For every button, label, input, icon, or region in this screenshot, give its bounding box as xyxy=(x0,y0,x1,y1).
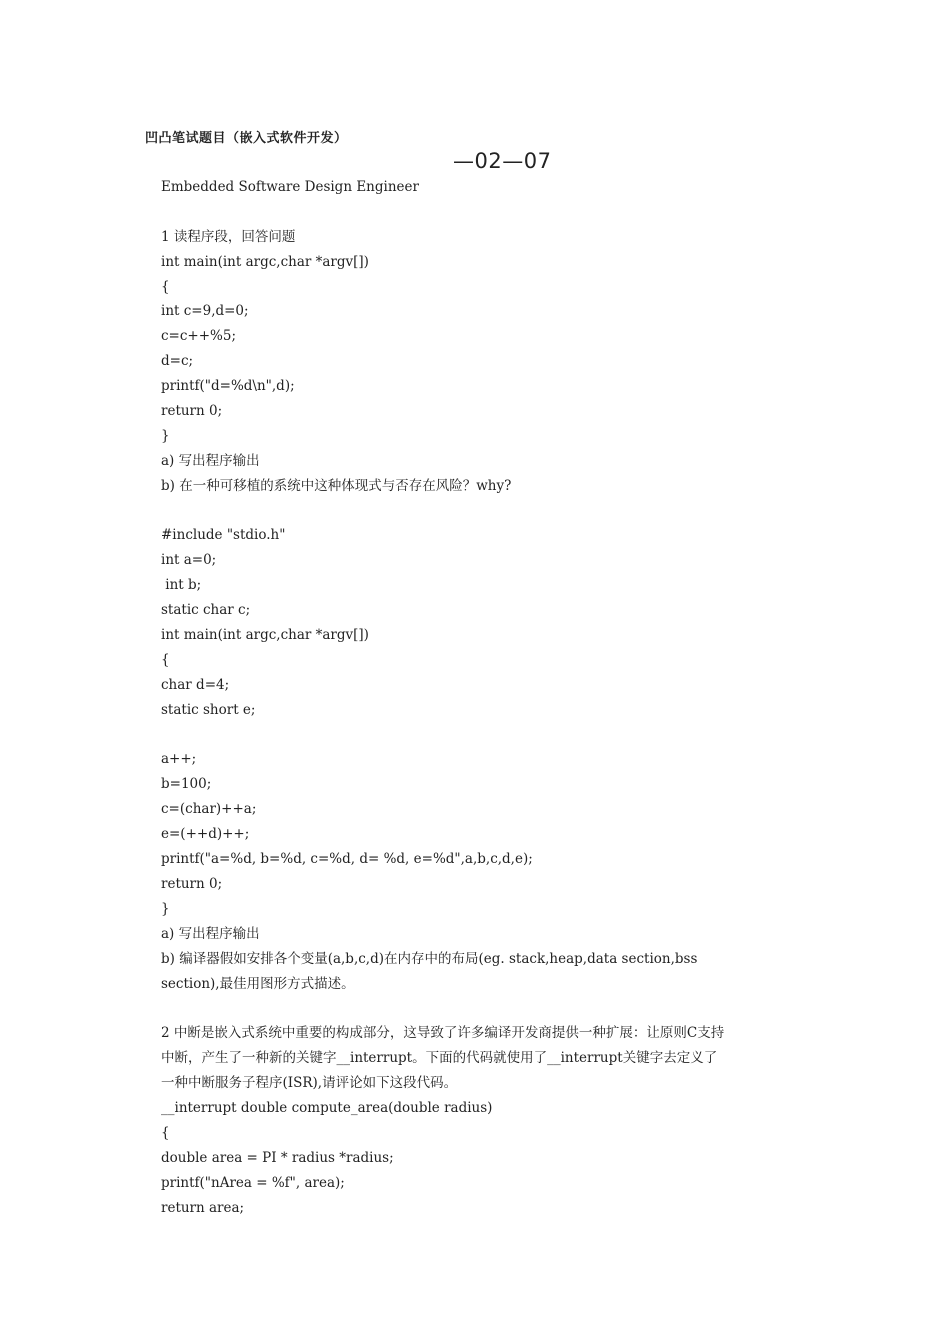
code-line: double area = PI * radius *radius; xyxy=(161,1149,394,1166)
question-1a-second: a) 写出程序输出 xyxy=(161,925,260,942)
code-line: int c=9,d=0; xyxy=(161,303,249,320)
blank-line xyxy=(161,996,837,1021)
question-1-heading: 1 读程序段，回答问题 xyxy=(161,228,296,245)
question-2-paragraph-line3: 一种中断服务子程序(ISR),请评论如下这段代码。 xyxy=(161,1075,458,1092)
code-line: d=c; xyxy=(161,353,194,370)
question-1b-second-line1: b) 编译器假如安排各个变量(a,b,c,d)在内存中的布局(eg. stack,heap,data section,bss xyxy=(161,950,698,967)
code-line: printf("d=%d\n",d); xyxy=(161,378,295,395)
code-line: static short e; xyxy=(161,701,256,718)
document-body xyxy=(161,175,837,1220)
code-line: printf("a=%d, b=%d, c=%d, d= %d, e=%d",a,b,c,d,e); xyxy=(161,851,533,868)
question-2-paragraph-line1: 2 中断是嵌入式系统中重要的构成部分，这导致了许多编译开发商提供一种扩展：让原则C支持 xyxy=(161,1025,725,1042)
code-line: } xyxy=(161,900,170,917)
code-line: b=100; xyxy=(161,776,212,793)
code-line: { xyxy=(161,1124,170,1141)
code-line: int a=0; xyxy=(161,552,217,569)
question-1b-second-line2: section),最佳用图形方式描述。 xyxy=(161,975,355,992)
document-title: 凹凸笔试题目（嵌入式软件开发） xyxy=(145,131,348,146)
code-line: char d=4; xyxy=(161,676,230,693)
code-line: c=c++%5; xyxy=(161,328,237,345)
document-date: —02—07 xyxy=(453,149,552,173)
code-line: #include "stdio.h" xyxy=(161,527,286,544)
code-line: { xyxy=(161,278,170,295)
code-line: } xyxy=(161,427,170,444)
code-line: printf("nArea = %f", area); xyxy=(161,1174,345,1191)
code-line: __interrupt double compute_area(double radius) xyxy=(161,1099,493,1116)
code-line: return 0; xyxy=(161,403,223,420)
document-subtitle: Embedded Software Design Engineer xyxy=(161,179,419,195)
question-1b: b) 在一种可移植的系统中这种体现式与否存在风险？why? xyxy=(161,477,512,494)
blank-line xyxy=(161,499,837,524)
code-line: e=(++d)++; xyxy=(161,826,250,843)
question-1a: a) 写出程序输出 xyxy=(161,452,260,469)
code-line: int main(int argc,char *argv[]) xyxy=(161,253,369,270)
code-line: c=(char)++a; xyxy=(161,801,257,818)
code-line: int main(int argc,char *argv[]) xyxy=(161,627,369,644)
code-line: a++; xyxy=(161,751,197,768)
code-line: return area; xyxy=(161,1199,245,1216)
blank-line xyxy=(161,200,837,225)
question-2-paragraph-line2: 中断，产生了一种新的关键字__interrupt。下面的代码就使用了__interrupt关键字去定义了 xyxy=(161,1050,718,1067)
code-line: int b; xyxy=(161,577,202,594)
code-line: return 0; xyxy=(161,875,223,892)
blank-line xyxy=(161,723,837,748)
code-line: { xyxy=(161,651,170,668)
code-line: static char c; xyxy=(161,602,251,619)
